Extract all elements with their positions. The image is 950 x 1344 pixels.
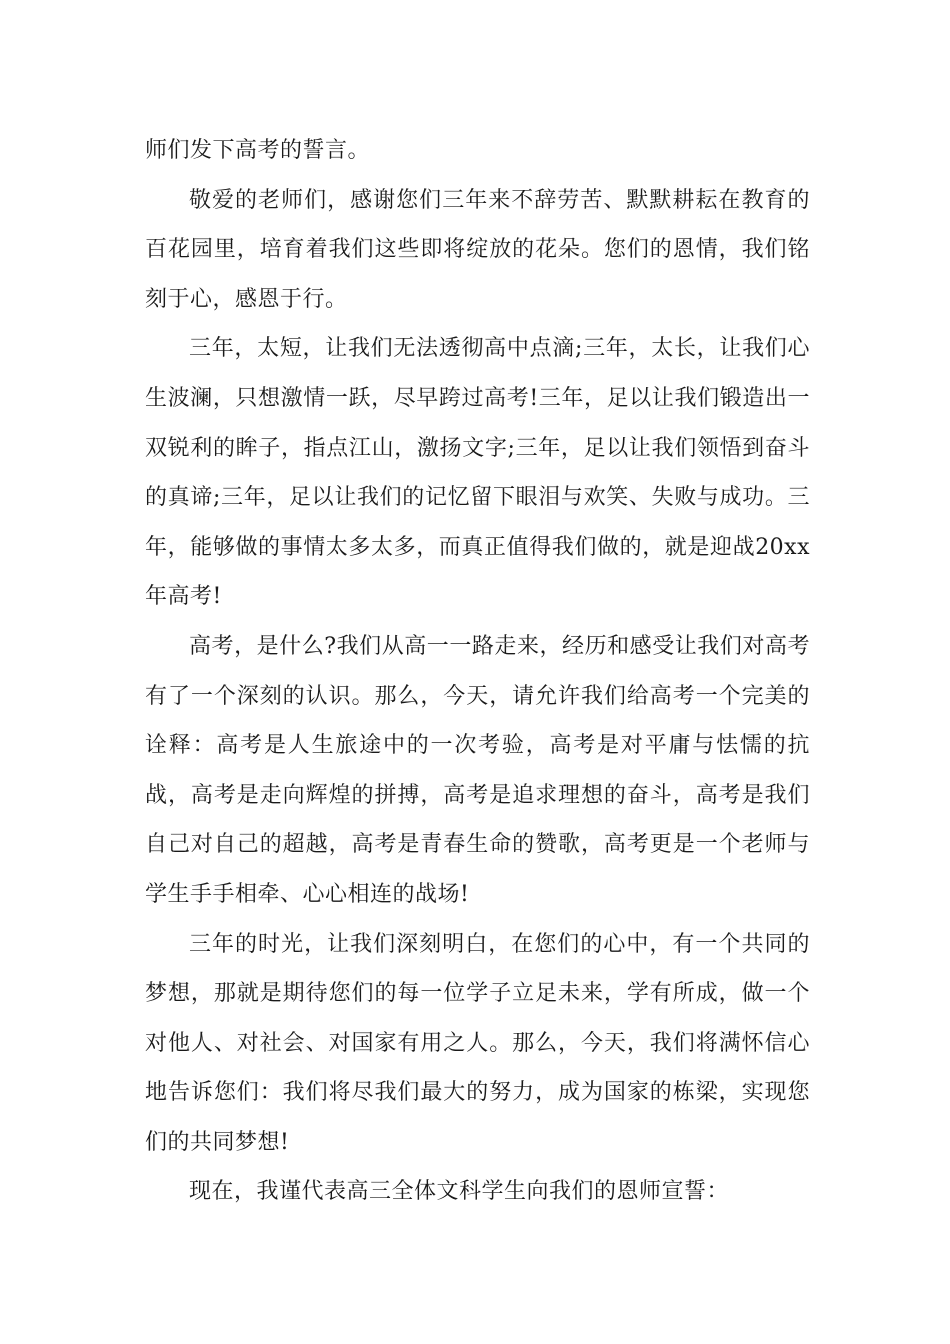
document-body	[145, 126, 810, 1217]
paragraph-shared-dream: 三年的时光，让我们深刻明白，在您们的心中，有一个共同的梦想，那就是期待您们的每一位学子立足未来，学有所成，做一个对他人、对社会、对国家有用之人。那么，今天，我们将满怀信心地告诉您们：我们将尽我们最大的努力，成为国家的栋梁，实现您们的共同梦想!	[145, 931, 810, 1155]
paragraph-what-is-gaokao: 高考，是什么?我们从高一一路走来，经历和感受让我们对高考有了一个深刻的认识。那么，今天，请允许我们给高考一个完美的诠释：高考是人生旅途中的一次考验，高考是对平庸与怯懦的抗战，高考是走向辉煌的拼搏，高考是追求理想的奋斗，高考是我们自己对自己的超越，高考是青春生命的赞歌，高考更是一个老师与学生手手相牵、心心相连的战场!	[145, 633, 810, 907]
paragraph-continuation: 师们发下高考的誓言。	[145, 138, 371, 163]
paragraph-three-years: 三年，太短，让我们无法透彻高中点滴;三年，太长，让我们心生波澜，只想激情一跃，尽早跨过高考!三年，足以让我们锻造出一双锐利的眸子，指点江山，激扬文字;三年，足以让我们领悟到奋斗的真谛;三年，足以让我们的记忆留下眼泪与欢笑、失败与成功。三年，能够做的事情太多太多，而真正值得我们做的，就是迎战20xx年高考!	[145, 336, 810, 610]
paragraph-thanks-teachers: 敬爱的老师们，感谢您们三年来不辞劳苦、默默耕耘在教育的百花园里，培育着我们这些即将绽放的花朵。您们的恩情，我们铭刻于心，感恩于行。	[145, 187, 810, 312]
paragraph-oath-intro: 现在，我谨代表高三全体文科学生向我们的恩师宣誓：	[189, 1179, 730, 1205]
